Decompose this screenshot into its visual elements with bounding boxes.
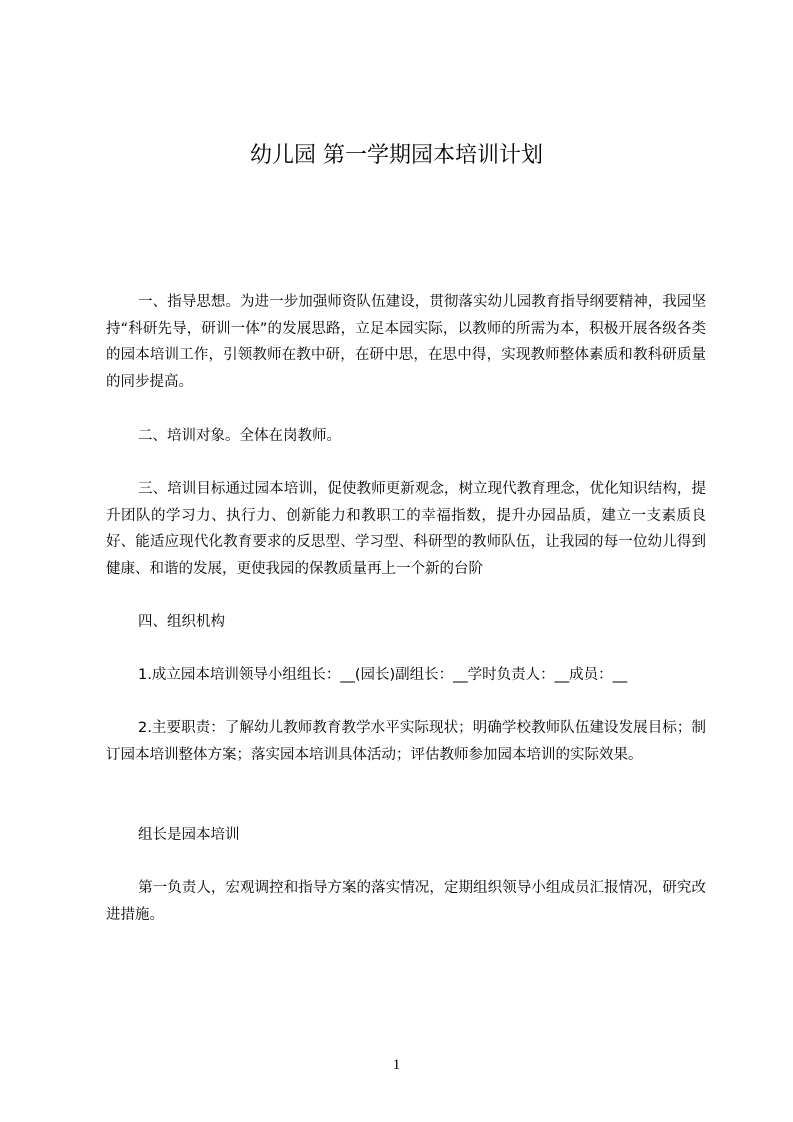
paragraph-group-leader bbox=[106, 822, 706, 849]
paragraph-leadership-group bbox=[106, 662, 706, 689]
paragraph-main-duties bbox=[106, 715, 706, 768]
page-title: 幼儿园 第一学期园本培训计划 bbox=[250, 143, 543, 168]
paragraph-training-goals bbox=[106, 476, 706, 582]
paragraph-training-target-group bbox=[106, 423, 706, 450]
paragraph-text: 组长是园本培训 bbox=[138, 827, 240, 843]
paragraph-text: 一、指导思想。为进一步加强师资队伍建设，贯彻落实幼儿园教育指导纲要精神，我园坚持“科研先导，研训一体”的发展思路，立足本园实际，以教师的所需为本，积极开展各级各类的园本培训工作，引领教师在教中研，在研中思，在思中得，实现教师整体素质和教科研质量的同步提高。 bbox=[106, 294, 706, 390]
paragraph-organization-heading bbox=[106, 609, 706, 636]
paragraph-text: 第一负责人，宏观调控和指导方案的落实情况，定期组织领导小组成员汇报情况，研究改进措施。 bbox=[106, 880, 706, 923]
paragraph-text: 1.成立园本培训领导小组组长：__(园长)副组长：__学时负责人：__成员：__ bbox=[138, 667, 628, 683]
paragraph-guiding-ideology bbox=[106, 289, 706, 395]
page-number: 1 bbox=[392, 1057, 401, 1073]
paragraph-text: 二、培训对象。全体在岗教师。 bbox=[138, 428, 341, 444]
paragraph-first-responsible bbox=[106, 875, 706, 928]
paragraph-text: 三、培训目标通过园本培训，促使教师更新观念，树立现代教育理念，优化知识结构，提升团队的学习力、执行力、创新能力和教职工的幸福指数，提升办园品质，建立一支素质良好、能适应现代化教育要求的反思型、学习型、科研型的教师队伍，让我园的每一位幼儿得到健康、和谐的发展，更使我园的保教质量再上一个新的台阶 bbox=[106, 481, 706, 577]
paragraph-text: 2.主要职责：了解幼儿教师教育教学水平实际现状；明确学校教师队伍建设发展目标；制订园本培训整体方案；落实园本培训具体活动；评估教师参加园本培训的实际效果。 bbox=[106, 720, 706, 763]
paragraph-text: 四、组织机构 bbox=[138, 614, 225, 630]
